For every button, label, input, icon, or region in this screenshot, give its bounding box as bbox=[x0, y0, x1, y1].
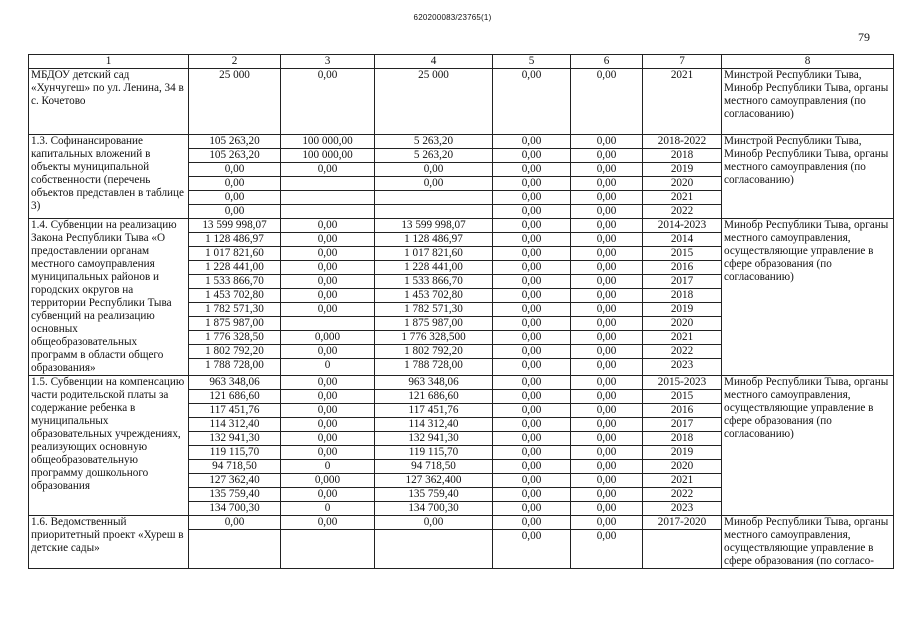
value-line: 963 348,06 bbox=[189, 376, 281, 390]
value-line: 2018 bbox=[643, 289, 722, 303]
value-line: 0,00 bbox=[375, 516, 493, 530]
value-line: 2022 bbox=[670, 205, 694, 217]
value-line: 0,00 bbox=[493, 516, 571, 530]
value-line: 2018 bbox=[643, 149, 722, 163]
value-line: 13 599 998,07 bbox=[189, 219, 281, 233]
value-line: 0,00 bbox=[571, 345, 643, 359]
row-name: 1.6. Ведомственный приоритетный проект «Хуреш в детские сады» bbox=[29, 516, 189, 569]
column-header: 2 bbox=[189, 55, 281, 69]
value-line: 0,00 bbox=[571, 177, 643, 191]
header-row bbox=[29, 55, 894, 69]
value-cell bbox=[643, 516, 722, 569]
value-line: 1 782 571,30 bbox=[189, 303, 281, 317]
value-line: 94 718,50 bbox=[189, 460, 281, 474]
value-line: 114 312,40 bbox=[189, 418, 281, 432]
value-line: 1 453 702,80 bbox=[375, 289, 493, 303]
value-line: 2022 bbox=[643, 488, 722, 502]
value-line: 0,00 bbox=[521, 359, 542, 371]
value-cell bbox=[643, 376, 722, 516]
value-line: 134 700,30 bbox=[209, 502, 260, 514]
value-line: 1 228 441,00 bbox=[375, 261, 493, 275]
column-header: 3 bbox=[281, 55, 375, 69]
value-cell bbox=[643, 69, 722, 135]
value-line: 2017 bbox=[643, 275, 722, 289]
value-line: 1 453 702,80 bbox=[189, 289, 281, 303]
value-line: 2018-2022 bbox=[643, 135, 722, 149]
value-line: 0,00 bbox=[521, 69, 542, 81]
value-line: 119 115,70 bbox=[375, 446, 493, 460]
value-line: 0,000 bbox=[281, 331, 375, 345]
value-line: 0,00 bbox=[493, 289, 571, 303]
value-cell bbox=[571, 516, 643, 569]
row-name: МБДОУ детский сад «Хунчугеш» по ул. Ленина, 34 в с. Кочетово bbox=[29, 69, 189, 135]
value-line: 1 128 486,97 bbox=[189, 233, 281, 247]
value-line: 0,00 bbox=[493, 191, 571, 205]
value-cell bbox=[493, 516, 571, 569]
value-line: 1 788 728,00 bbox=[404, 359, 463, 371]
value-line: 0,00 bbox=[317, 69, 338, 81]
row-name: 1.5. Субвенции на компенсацию части родительской платы за содержание ребенка в муниципальных образовательных учреждениях, реализующих основную общеобразовательную программу дошкольного образования bbox=[29, 376, 189, 516]
value-line: 114 312,40 bbox=[375, 418, 493, 432]
value-cell bbox=[281, 516, 375, 569]
value-cell bbox=[571, 219, 643, 376]
responsible-cell: Минстрой Республики Тыва, Минобр Республики Тыва, органы местного самоуправления (по согласованию) bbox=[722, 69, 894, 135]
value-line: 1 802 792,20 bbox=[189, 345, 281, 359]
value-line: 25 000 bbox=[418, 69, 449, 81]
value-line: 0,00 bbox=[571, 149, 643, 163]
value-line: 0,00 bbox=[281, 247, 375, 261]
value-line: 0,00 bbox=[281, 289, 375, 303]
value-line: 0,00 bbox=[493, 149, 571, 163]
value-line: 0,00 bbox=[281, 376, 375, 390]
value-cell bbox=[571, 135, 643, 219]
value-line: 0,00 bbox=[571, 289, 643, 303]
value-line: 0,00 bbox=[571, 191, 643, 205]
value-line: 0,00 bbox=[571, 135, 643, 149]
value-line: 2018 bbox=[643, 432, 722, 446]
value-line: 2017-2020 bbox=[643, 516, 722, 530]
value-line: 105 263,20 bbox=[189, 135, 281, 149]
value-line: 2017 bbox=[643, 418, 722, 432]
value-line: 0,00 bbox=[571, 516, 643, 530]
value-line: 0,00 bbox=[375, 163, 493, 177]
value-line: 0,00 bbox=[571, 233, 643, 247]
responsible-cell: Минобр Республики Тыва, органы местного самоуправления, осуществляющие управление в сфере образования (по согласованию) bbox=[722, 376, 894, 516]
table-row bbox=[29, 376, 894, 516]
value-line: 0,00 bbox=[571, 261, 643, 275]
value-cell bbox=[375, 376, 493, 516]
value-line: 0,00 bbox=[189, 177, 281, 191]
value-line bbox=[375, 191, 493, 205]
column-header: 6 bbox=[571, 55, 643, 69]
value-line: 0,00 bbox=[521, 502, 542, 514]
column-header: 7 bbox=[643, 55, 722, 69]
value-line bbox=[281, 530, 374, 543]
table-row bbox=[29, 219, 894, 376]
value-line: 0,00 bbox=[571, 404, 643, 418]
value-line: 0,00 bbox=[281, 233, 375, 247]
value-line: 0,00 bbox=[281, 345, 375, 359]
column-header: 4 bbox=[375, 55, 493, 69]
value-line: 25 000 bbox=[219, 69, 250, 81]
value-line: 121 686,60 bbox=[189, 390, 281, 404]
value-line: 0,00 bbox=[375, 177, 493, 191]
value-line: 0,00 bbox=[281, 418, 375, 432]
value-cell bbox=[189, 516, 281, 569]
value-line: 0 bbox=[324, 502, 331, 514]
value-cell bbox=[375, 219, 493, 376]
value-line: 2019 bbox=[643, 303, 722, 317]
value-line: 1 017 821,60 bbox=[189, 247, 281, 261]
value-cell bbox=[281, 376, 375, 516]
program-table bbox=[28, 54, 894, 569]
value-line: 121 686,60 bbox=[375, 390, 493, 404]
value-line: 0,000 bbox=[281, 474, 375, 488]
value-line: 1 228 441,00 bbox=[189, 261, 281, 275]
value-line: 127 362,40 bbox=[189, 474, 281, 488]
value-cell bbox=[375, 516, 493, 569]
value-cell bbox=[571, 376, 643, 516]
value-line: 2020 bbox=[643, 317, 722, 331]
value-line bbox=[189, 530, 280, 543]
value-line: 13 599 998,07 bbox=[375, 219, 493, 233]
value-line: 134 700,30 bbox=[408, 502, 459, 514]
value-line: 100 000,00 bbox=[281, 135, 375, 149]
value-line: 2014-2023 bbox=[643, 219, 722, 233]
value-line: 963 348,06 bbox=[375, 376, 493, 390]
value-line: 105 263,20 bbox=[189, 149, 281, 163]
value-line: 0,00 bbox=[281, 446, 375, 460]
value-line: 2019 bbox=[643, 446, 722, 460]
value-cell bbox=[189, 135, 281, 219]
column-header: 1 bbox=[29, 55, 189, 69]
value-line: 117 451,76 bbox=[375, 404, 493, 418]
value-line: 2014 bbox=[643, 233, 722, 247]
value-line: 0,00 bbox=[571, 219, 643, 233]
value-line: 0,00 bbox=[493, 418, 571, 432]
value-cell bbox=[189, 69, 281, 135]
value-line: 0,00 bbox=[571, 432, 643, 446]
value-cell bbox=[281, 69, 375, 135]
value-line: 2020 bbox=[643, 177, 722, 191]
value-cell bbox=[493, 135, 571, 219]
value-line: 117 451,76 bbox=[189, 404, 281, 418]
value-cell bbox=[189, 376, 281, 516]
value-line: 0,00 bbox=[281, 261, 375, 275]
value-line: 0,00 bbox=[281, 390, 375, 404]
value-line: 94 718,50 bbox=[375, 460, 493, 474]
value-line: 1 128 486,97 bbox=[375, 233, 493, 247]
value-line: 0,00 bbox=[224, 205, 245, 217]
value-line: 0,00 bbox=[521, 205, 542, 217]
value-cell bbox=[281, 135, 375, 219]
value-line: 2015-2023 bbox=[643, 376, 722, 390]
value-line: 0,00 bbox=[571, 488, 643, 502]
document-number: 620200083/23765(1) bbox=[413, 13, 492, 22]
value-line: 0,00 bbox=[571, 460, 643, 474]
value-line: 132 941,30 bbox=[189, 432, 281, 446]
value-line: 0,00 bbox=[493, 261, 571, 275]
value-line: 0,00 bbox=[493, 275, 571, 289]
value-line: 119 115,70 bbox=[189, 446, 281, 460]
page-number: 79 bbox=[858, 30, 870, 44]
value-line: 2015 bbox=[643, 390, 722, 404]
value-line: 1 782 571,30 bbox=[375, 303, 493, 317]
value-line bbox=[281, 205, 374, 218]
value-line: 0,00 bbox=[596, 502, 617, 514]
value-line: 2021 bbox=[643, 474, 722, 488]
value-line: 0,00 bbox=[493, 219, 571, 233]
value-line: 0,00 bbox=[596, 359, 617, 371]
value-cell bbox=[375, 135, 493, 219]
value-cell bbox=[189, 219, 281, 376]
value-line: 0,00 bbox=[571, 317, 643, 331]
value-line: 0,00 bbox=[493, 345, 571, 359]
row-name: 1.4. Субвенции на реализацию Закона Республики Тыва «О предоставлении органам местного самоуправления муниципальных районов и городских округов на территории Республики Тыва субвенций на реализацию основных общеобразовательных программ в области общего образования» bbox=[29, 219, 189, 376]
value-line: 0,00 bbox=[493, 177, 571, 191]
value-line: 0,00 bbox=[521, 530, 542, 542]
value-line: 2023 bbox=[670, 502, 694, 514]
value-line: 2021 bbox=[670, 69, 694, 81]
value-line: 135 759,40 bbox=[189, 488, 281, 502]
value-line: 0,00 bbox=[281, 404, 375, 418]
value-line: 0,00 bbox=[281, 516, 375, 530]
value-cell bbox=[493, 376, 571, 516]
value-line: 2016 bbox=[643, 404, 722, 418]
value-line: 0,00 bbox=[493, 376, 571, 390]
value-line: 5 263,20 bbox=[375, 135, 493, 149]
value-line bbox=[281, 317, 375, 331]
value-line: 1 776 328,50 bbox=[189, 331, 281, 345]
table-row bbox=[29, 516, 894, 569]
value-line: 0,00 bbox=[493, 460, 571, 474]
table-row bbox=[29, 135, 894, 219]
value-line: 0,00 bbox=[571, 446, 643, 460]
responsible-cell: Минобр Республики Тыва, органы местного самоуправления, осуществляющие управление в сфере образования (по согласованию) bbox=[722, 219, 894, 376]
value-line bbox=[281, 191, 375, 205]
value-line: 0,00 bbox=[493, 317, 571, 331]
value-line: 0,00 bbox=[281, 303, 375, 317]
value-line: 0,00 bbox=[189, 516, 281, 530]
value-line bbox=[643, 530, 721, 543]
value-line: 0,00 bbox=[571, 247, 643, 261]
responsible-cell: Минобр Республики Тыва, органы местного самоуправления, осуществляющие управление в сфере образования (по согласо- bbox=[722, 516, 894, 569]
value-line: 0,00 bbox=[493, 247, 571, 261]
value-cell bbox=[493, 219, 571, 376]
value-line: 0,00 bbox=[571, 390, 643, 404]
value-line: 0,00 bbox=[493, 135, 571, 149]
value-cell bbox=[375, 69, 493, 135]
value-line: 0,00 bbox=[281, 275, 375, 289]
value-line: 1 776 328,500 bbox=[375, 331, 493, 345]
row-name: 1.3. Софинансирование капитальных вложений в объекты муниципальной собственности (перечень объектов представлен в таблице 3) bbox=[29, 135, 189, 219]
responsible-cell: Минстрой Республики Тыва, Минобр Республики Тыва, органы местного самоуправления (по согласованию) bbox=[722, 135, 894, 219]
value-cell bbox=[493, 69, 571, 135]
value-line: 2023 bbox=[670, 359, 694, 371]
value-line: 0,00 bbox=[493, 163, 571, 177]
value-line: 0,00 bbox=[493, 233, 571, 247]
value-line: 0,00 bbox=[189, 163, 281, 177]
value-line: 2015 bbox=[643, 247, 722, 261]
value-line: 1 533 866,70 bbox=[189, 275, 281, 289]
value-line: 2016 bbox=[643, 261, 722, 275]
value-line: 0,00 bbox=[571, 275, 643, 289]
column-header: 5 bbox=[493, 55, 571, 69]
value-cell bbox=[643, 135, 722, 219]
value-line: 1 875 987,00 bbox=[375, 317, 493, 331]
value-line: 0,00 bbox=[571, 331, 643, 345]
value-line: 0,00 bbox=[493, 488, 571, 502]
value-line: 2019 bbox=[643, 163, 722, 177]
value-line: 2021 bbox=[643, 191, 722, 205]
value-line: 0,00 bbox=[281, 488, 375, 502]
value-line: 5 263,20 bbox=[375, 149, 493, 163]
value-cell bbox=[571, 69, 643, 135]
value-line: 1 788 728,00 bbox=[205, 359, 264, 371]
value-line: 0,00 bbox=[596, 205, 617, 217]
value-line: 1 875 987,00 bbox=[189, 317, 281, 331]
value-line: 2022 bbox=[643, 345, 722, 359]
value-line: 1 017 821,60 bbox=[375, 247, 493, 261]
value-cell bbox=[643, 219, 722, 376]
table-row bbox=[29, 69, 894, 135]
value-line: 127 362,400 bbox=[375, 474, 493, 488]
value-line bbox=[375, 205, 492, 218]
value-line: 0,00 bbox=[493, 446, 571, 460]
value-line: 2021 bbox=[643, 331, 722, 345]
value-line: 1 533 866,70 bbox=[375, 275, 493, 289]
value-line: 0,00 bbox=[281, 163, 375, 177]
value-line: 0,00 bbox=[493, 432, 571, 446]
value-line: 1 802 792,20 bbox=[375, 345, 493, 359]
value-cell bbox=[281, 219, 375, 376]
value-line bbox=[375, 530, 492, 543]
value-line: 100 000,00 bbox=[281, 149, 375, 163]
value-line: 0,00 bbox=[596, 69, 617, 81]
value-line: 0,00 bbox=[493, 474, 571, 488]
value-line: 0,00 bbox=[571, 418, 643, 432]
value-line: 2020 bbox=[643, 460, 722, 474]
value-line: 0,00 bbox=[493, 404, 571, 418]
value-line: 0,00 bbox=[571, 474, 643, 488]
value-line: 0,00 bbox=[571, 376, 643, 390]
value-line bbox=[281, 177, 375, 191]
value-line: 0,00 bbox=[571, 303, 643, 317]
value-line: 0,00 bbox=[571, 163, 643, 177]
value-line: 0,00 bbox=[596, 530, 617, 542]
column-header: 8 bbox=[722, 55, 894, 69]
value-line: 0,00 bbox=[493, 390, 571, 404]
value-line: 132 941,30 bbox=[375, 432, 493, 446]
value-line: 0,00 bbox=[189, 191, 281, 205]
value-line: 0,00 bbox=[281, 219, 375, 233]
value-line: 0 bbox=[324, 359, 331, 371]
value-line: 0,00 bbox=[493, 303, 571, 317]
value-line: 0,00 bbox=[281, 432, 375, 446]
value-line: 0,00 bbox=[493, 331, 571, 345]
value-line: 135 759,40 bbox=[375, 488, 493, 502]
value-line: 0 bbox=[281, 460, 375, 474]
